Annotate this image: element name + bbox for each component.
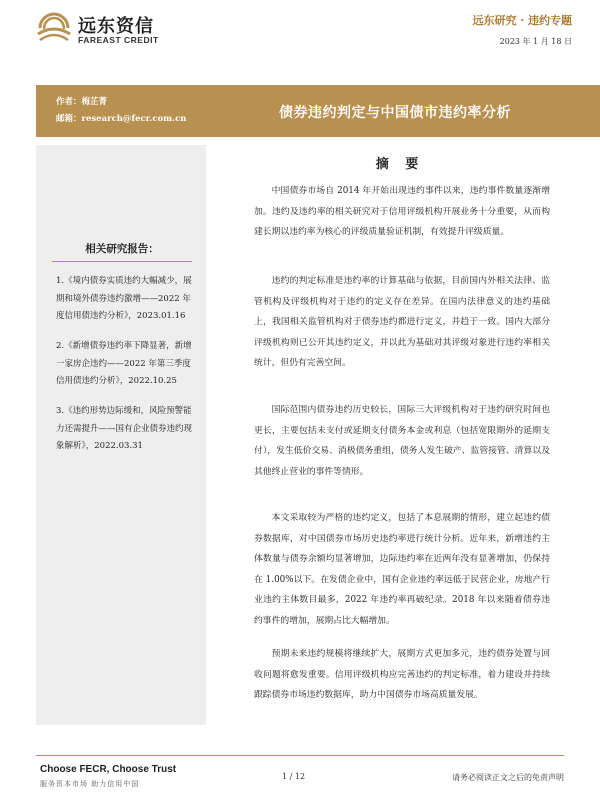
abstract-paragraph: 违约的判定标准是违约率的计算基础与依据，目前国内外相关法律、监管机构及评级机构对于违约的定义存在差异。在国内法律意义的违约基础上，我国相关监管机构对于债券违约都进行定义，并趋于一致。国内大部分评级机构则已公开其违约定义，并以此为基础对其评级对象进行违约率相关统计，但仍有完善空间。 [254,276,550,368]
company-logo [36,12,186,46]
document-title: 债券违约判定与中国债市违约率分析 [279,105,511,121]
footer-disclaimer: 请务必阅读正文之后的免责声明 [452,773,564,782]
report-series-label: 远东研究 · 违约专题 [472,14,572,27]
report-date: 2023 年 1 月 18 日 [499,37,572,46]
page-header [0,0,600,62]
footer-slogan: Choose FECR, Choose Trust [40,764,177,775]
email-line: 邮箱：research@fecr.com.cn [56,114,187,124]
related-report-item: 2.《新增债券违约率下降显著，新增一家房企违约——2022 年第三季度信用债违约分析》，2022.10.25 [56,341,192,386]
logo-english-name: FAREAST CREDIT [78,35,159,45]
related-report-item: 3.《违约形势边际缓和，风险预警能力还需提升——国有企业债券违约现象解析》，2022.03.31 [56,406,193,451]
title-banner [36,85,600,137]
footer-slogan-subtitle: 服务资本市场 助力信用中国 [40,780,140,788]
abstract-paragraph: 国际范围内债券违约历史较长，国际三大评级机构对于违约研究时间也更长，主要包括未支付或延期支付债务本金或利息（包括宽限期外的延期支付），发生低价交易、消极债务重组，债务人发生破产、监管接管、清算以及其他终止营业的事件等情形。 [254,405,550,477]
page-number: 1 / 12 [282,772,306,781]
author-line: 作者：梅芷菁 [56,97,108,107]
related-report-item: 1.《境内债券实质违约大幅减少，展期和境外债券违约激增——2022 年度信用债违约分析》，2023.01.16 [56,276,192,321]
abstract-paragraph: 本文采取较为严格的违约定义，包括了本息展期的情形，建立起违约债券数据库，对中国债券市场历史违约率进行统计分析。近年来，新增违约主体数量与债券余额均显著增加，边际违约率在近两年没有显著增加，仍保持在 1.00%以下。在发债企业中，国有企业违约率远低于民营企业，房地产行业违约主体数目最多，2022 年违约率再破纪录。2018 年以来随着债券违约事件的增加，展期占比大幅增加。 [254,513,550,626]
logo-chinese-name: 远东资信 [78,16,154,37]
footer-divider [36,755,564,756]
abstract-paragraph: 中国债券市场自 2014 年开始出现违约事件以来，违约事件数量逐渐增加。违约及违约率的相关研究对于信用评级机构开展业务十分重要，从而构建长期以违约率为核心的评级质量验证机制，有效提升评级质量。 [254,186,550,237]
abstract-heading: 摘 要 [375,157,425,172]
abstract-paragraph: 预期未来违约规模将继续扩大，展期方式更加多元，违约债券处置与回收问题将愈发重要。信用评级机构应完善违约的判定标准，着力建设并持续跟踪债券市场违约数据库，助力中国债券市场高质量发展。 [254,649,550,700]
related-reports-heading: 相关研究报告： [52,241,192,262]
related-reports-sidebar [36,145,206,725]
fareast-credit-logo-icon [36,12,72,44]
